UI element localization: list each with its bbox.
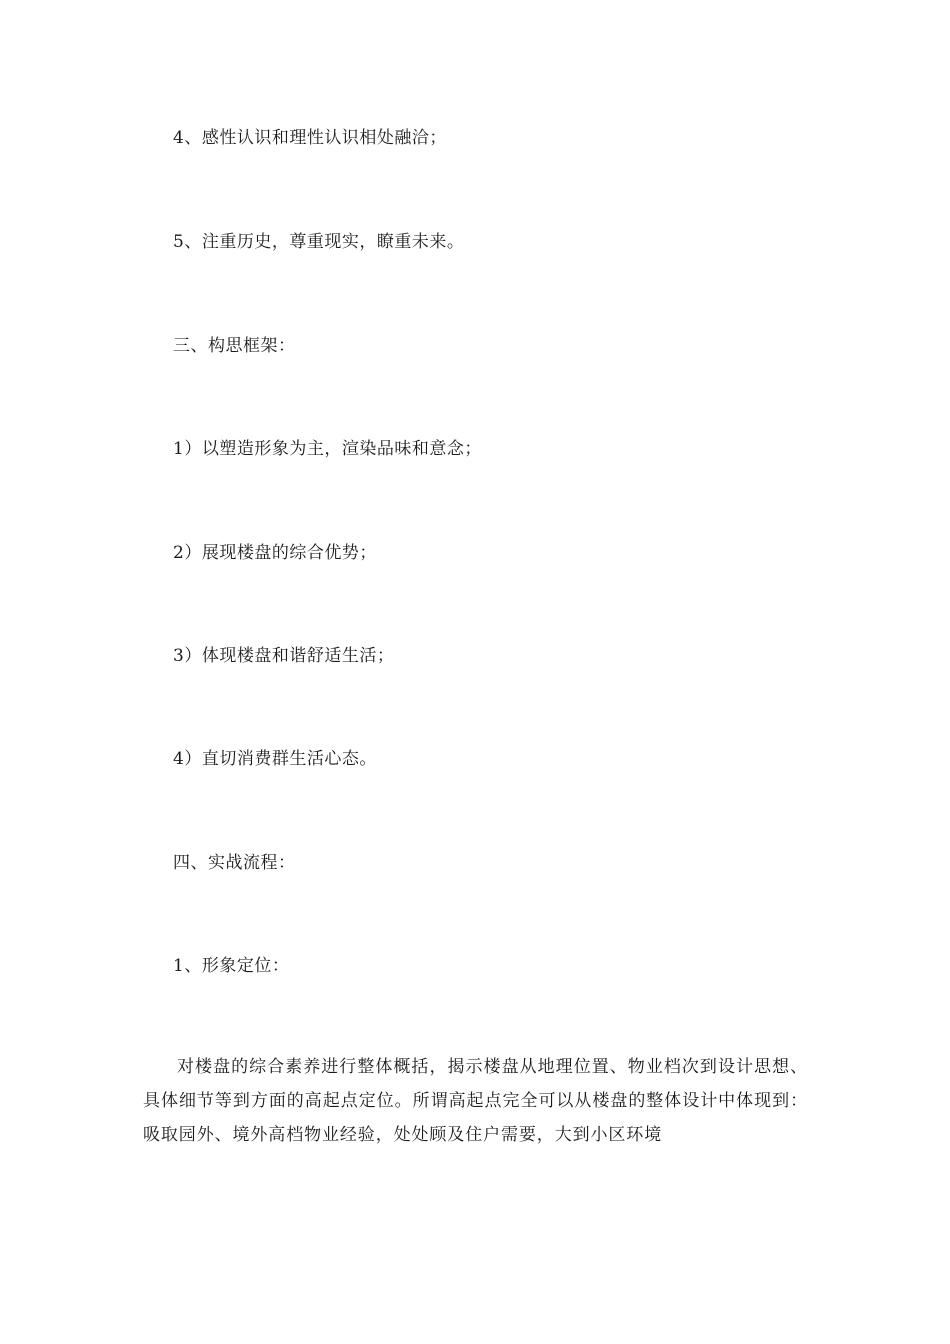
section-heading-concept-framework: 三、构思框架： <box>173 336 296 356</box>
list-item-emotional-rational: 4、感性认识和理性认识相处融洽； <box>173 128 447 148</box>
section-heading-practical-process: 四、实战流程： <box>173 853 296 873</box>
list-item-history-reality-future: 5、注重历史，尊重现实，瞭重未来。 <box>173 232 465 252</box>
subsection-heading-image-positioning: 1、形象定位： <box>173 956 290 976</box>
list-item-harmonious-life: 3）体现楼盘和谐舒适生活； <box>173 646 395 666</box>
body-paragraph: 对楼盘的综合素养进行整体概括，揭示楼盘从地理位置、物业档次到设计思想、具体细节等到方面的高起点定位。所谓高起点完全可以从楼盘的整体设计中体现到：吸取园外、境外高档物业经验，处处顾及住户需要，大到小区环境 <box>143 1057 808 1145</box>
list-item-shape-image: 1）以塑造形象为主，渲染品味和意念； <box>173 439 482 459</box>
list-item-consumer-mindset: 4）直切消费群生活心态。 <box>173 749 377 769</box>
list-item-comprehensive-advantage: 2）展现楼盘的综合优势； <box>173 543 377 563</box>
